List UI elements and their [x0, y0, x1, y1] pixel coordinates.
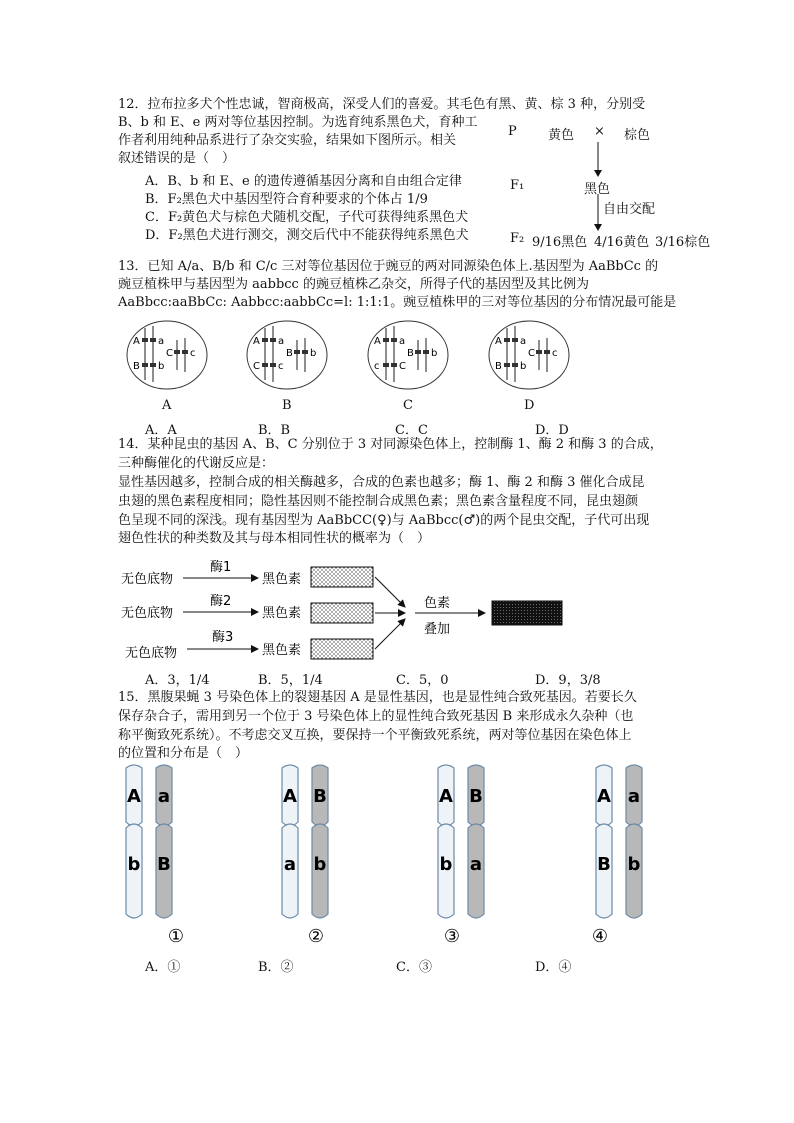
- q12-line-3: 作者利用纯种品系进行了杂交实验，结果如下图所示。相关: [118, 133, 457, 148]
- gene-label: c: [374, 361, 380, 372]
- f2-generation-label: F₂: [510, 231, 525, 246]
- gene-label: C: [253, 361, 260, 372]
- allele-label: b: [127, 854, 141, 875]
- gene-label: A: [495, 336, 502, 347]
- q15-option-d[interactable]: D．④: [535, 960, 572, 975]
- allele-label: a: [283, 854, 297, 875]
- substrate-label: 无色底物: [125, 646, 178, 661]
- gene-label: b: [520, 361, 527, 372]
- pair-number: ④: [591, 926, 609, 947]
- gene-label: C: [399, 361, 406, 372]
- substrate-label: 无色底物: [121, 606, 174, 621]
- allele-label: B: [313, 786, 327, 807]
- q14-line-2: 三种酶催化的代谢反应是：: [118, 456, 275, 471]
- gene-label: b: [310, 348, 317, 359]
- gene-label: C: [528, 348, 535, 359]
- allele-label: B: [469, 786, 483, 807]
- q12-option-a[interactable]: A．B、b 和 E、e 的遗传遵循基因分离和自由组合定律: [145, 174, 462, 189]
- q12-option-b[interactable]: B．F₂黑色犬中基因型符合育种要求的个体占 1/9: [145, 192, 428, 207]
- q14-line-1: 14．某种昆虫的基因 A、B、C 分别位于 3 对同源染色体上，控制酶 1、酶 2 和酶 3 的合成，: [118, 437, 663, 452]
- q15-line-1: 15．黑腹果蝇 3 号染色体上的裂翅基因 A 是显性基因，也是显性纯合致死基因。若要长久: [118, 690, 637, 705]
- gene-label: b: [158, 361, 165, 372]
- q13-option-d[interactable]: D．D: [535, 423, 569, 438]
- q12-option-d[interactable]: D．F₂黑色犬进行测交，测交后代中不能获得纯系黑色犬: [145, 228, 469, 243]
- allele-label: a: [627, 786, 641, 807]
- gene-label: c: [278, 361, 284, 372]
- merge-label-1: 色素: [424, 596, 451, 611]
- allele-label: B: [157, 854, 171, 875]
- product-label: 黑色素: [262, 643, 302, 658]
- mating-label: 自由交配: [603, 202, 656, 217]
- cell-diagram-a: [125, 318, 211, 392]
- allele-label: B: [597, 854, 611, 875]
- allele-label: a: [469, 854, 483, 875]
- q14-line-6: 翅色性状的种类数及其与母本相同性状的概率为（ ）: [118, 531, 431, 546]
- gene-label: a: [399, 336, 406, 347]
- enzyme-label: 酶2: [210, 594, 232, 609]
- chromosome-pair-2: [274, 760, 354, 950]
- q14-option-c[interactable]: C．5，0: [396, 673, 449, 688]
- enzyme-label: 酶1: [210, 560, 232, 575]
- allele-label: b: [627, 854, 641, 875]
- cell-label-c: C: [403, 398, 413, 413]
- q15-option-a[interactable]: A．①: [145, 960, 181, 975]
- q14-option-a[interactable]: A．3，1/4: [145, 673, 210, 688]
- gene-label: b: [431, 348, 438, 359]
- q15-line-4: 的位置和分布是（ ）: [118, 746, 249, 761]
- gene-label: B: [133, 361, 140, 372]
- p-parent-2: 棕色: [624, 128, 651, 143]
- q12-line-4: 叙述错误的是（ ）: [118, 151, 236, 166]
- cell-diagram-b: [245, 318, 331, 392]
- gene-label: B: [286, 348, 293, 359]
- f1-generation-label: F₁: [510, 178, 525, 193]
- product-label: 黑色素: [262, 572, 302, 587]
- q13-option-b[interactable]: B．B: [258, 423, 291, 438]
- q12-line-1: 12．拉布拉多犬个性忠诚，智商极高，深受人们的喜爱。其毛色有黑、黄、棕 3 种，分别受: [118, 97, 646, 112]
- q13-line-3: AaBbcc:aaBbCc: Aabbcc:aabbCc=l: 1:1:1。豌豆植株甲的三对等位基因的分布情况最可能是: [118, 295, 677, 310]
- q15-option-b[interactable]: B．②: [258, 960, 294, 975]
- q15-line-2: 保存杂合子，需用到另一个位于 3 号染色体上的显性纯合致死基因 B 来形成永久杂种（也: [118, 709, 634, 724]
- gene-label: c: [190, 348, 196, 359]
- q12-line-2: B、b 和 E、e 两对等位基因控制。为选育纯系黑色犬，育种工: [118, 115, 478, 130]
- gene-label: A: [253, 336, 260, 347]
- q14-option-d[interactable]: D．9，3/8: [535, 673, 601, 688]
- q14-line-3: 显性基因越多，控制合成的相关酶越多，合成的色素也越多；酶 1、酶 2 和酶 3 催化合成昆: [118, 475, 645, 490]
- cell-diagram-c: [366, 318, 452, 392]
- product-label: 黑色素: [262, 606, 302, 621]
- pair-number: ①: [167, 926, 185, 947]
- q14-line-4: 虫翅的黑色素程度相同；隐性基因则不能控制合成黑色素；黑色素含量程度不同，昆虫翅颜: [118, 494, 639, 509]
- f2-value-brown: 3/16棕色: [655, 235, 711, 250]
- merge-label-2: 叠加: [424, 622, 451, 637]
- q13-option-c[interactable]: C．C: [395, 423, 428, 438]
- p-parent-1: 黄色: [548, 128, 575, 143]
- gene-label: A: [374, 336, 381, 347]
- f2-value-yellow: 4/16黄色: [594, 235, 650, 250]
- gene-label: C: [166, 348, 173, 359]
- allele-label: A: [439, 786, 453, 807]
- allele-label: b: [439, 854, 453, 875]
- q14-option-b[interactable]: B．5，1/4: [258, 673, 323, 688]
- enzyme-label: 酶3: [212, 630, 234, 645]
- pair-number: ②: [307, 926, 325, 947]
- gene-label: B: [495, 361, 502, 372]
- f2-value-black: 9/16黑色: [532, 235, 588, 250]
- q13-option-a[interactable]: A．A: [145, 423, 177, 438]
- q13-line-2: 豌豆植株甲与基因型为 aabbcc 的豌豆植株乙杂交，所得子代的基因型及其比例为: [118, 277, 589, 292]
- q15-line-3: 称平衡致死系统）。不考虑交叉互换，要保持一个平衡致死系统，两对等位基因在染色体上: [118, 728, 632, 743]
- gene-label: a: [520, 336, 527, 347]
- chromosome-pair-1: [118, 760, 198, 950]
- cell-diagram-d: [487, 318, 573, 392]
- chromosome-pair-3: [430, 760, 510, 950]
- allele-label: A: [597, 786, 611, 807]
- enzyme-pathway-diagram: [115, 555, 575, 670]
- allele-label: b: [313, 854, 327, 875]
- q14-line-5: 色呈现不同的深浅。现有基因型为 AaBbCC(♀)与 AaBbcc(♂)的两个昆虫交配，子代可出现: [118, 513, 650, 528]
- allele-label: a: [157, 786, 171, 807]
- f1-value: 黑色: [584, 182, 611, 197]
- gene-label: a: [158, 336, 165, 347]
- cell-label-a: A: [162, 398, 172, 413]
- gene-label: a: [278, 336, 285, 347]
- q12-option-c[interactable]: C．F₂黄色犬与棕色犬随机交配，子代可获得纯系黑色犬: [145, 210, 469, 225]
- gene-label: B: [407, 348, 414, 359]
- cell-label-d: D: [524, 398, 535, 413]
- substrate-label: 无色底物: [121, 572, 174, 587]
- arrow-down-icon: [590, 142, 606, 178]
- cell-label-b: B: [282, 398, 292, 413]
- chromosome-pair-4: [588, 760, 668, 950]
- q15-option-c[interactable]: C．③: [396, 960, 432, 975]
- gene-label: A: [133, 336, 140, 347]
- cross-symbol: ×: [594, 124, 605, 139]
- allele-label: A: [127, 786, 141, 807]
- gene-label: c: [552, 348, 558, 359]
- p-generation-label: P: [508, 124, 517, 139]
- pair-number: ③: [443, 926, 461, 947]
- allele-label: A: [283, 786, 297, 807]
- q13-line-1: 13．已知 A/a、B/b 和 C/c 三对等位基因位于豌豆的两对同源染色体上.基因型为 AaBbCc 的: [118, 259, 659, 274]
